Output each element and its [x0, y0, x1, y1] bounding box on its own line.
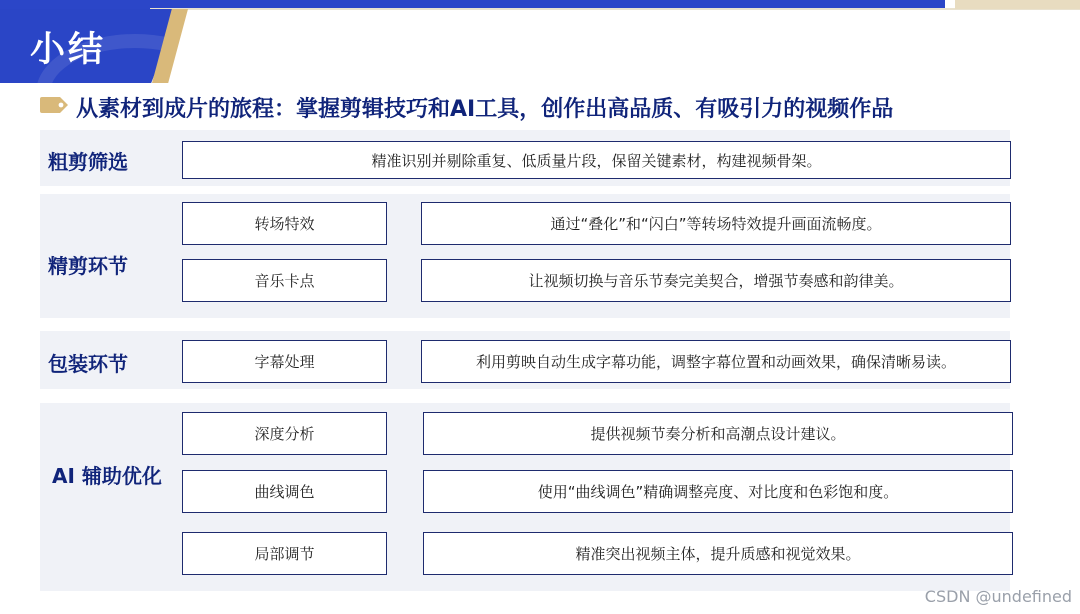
item-name-box: 深度分析	[182, 412, 387, 455]
item-name-box: 音乐卡点	[182, 259, 387, 302]
page-title: 小结	[30, 30, 107, 70]
item-name-box: 字幕处理	[182, 340, 387, 383]
description-box: 使用“曲线调色”精确调整亮度、对比度和色彩饱和度。	[423, 470, 1013, 513]
section-label: 包装环节	[48, 352, 128, 376]
description-box: 让视频切换与音乐节奏完美契合，增强节奏感和韵律美。	[421, 259, 1011, 302]
description-box: 精准突出视频主体，提升质感和视觉效果。	[423, 532, 1013, 575]
header-corner-decoration	[955, 0, 1080, 9]
item-name-box: 转场特效	[182, 202, 387, 245]
header-line	[150, 8, 1080, 10]
section-label: AI 辅助优化	[52, 464, 162, 488]
description-box: 通过“叠化”和“闪白”等转场特效提升画面流畅度。	[421, 202, 1011, 245]
description-box: 利用剪映自动生成字幕功能，调整字幕位置和动画效果，确保清晰易读。	[421, 340, 1011, 383]
tag-icon	[40, 97, 68, 113]
section-label: 精剪环节	[48, 254, 128, 278]
item-name-box: 曲线调色	[182, 470, 387, 513]
description-box: 提供视频节奏分析和高潮点设计建议。	[423, 412, 1013, 455]
watermark: CSDN @undefined	[924, 587, 1072, 606]
item-name-box: 局部调节	[182, 532, 387, 575]
description-box: 精准识别并剔除重复、低质量片段，保留关键素材，构建视频骨架。	[182, 141, 1011, 179]
subtitle: 从素材到成片的旅程：掌握剪辑技巧和AI工具，创作出高品质、有吸引力的视频作品	[76, 97, 894, 122]
section-label: 粗剪筛选	[48, 150, 128, 174]
